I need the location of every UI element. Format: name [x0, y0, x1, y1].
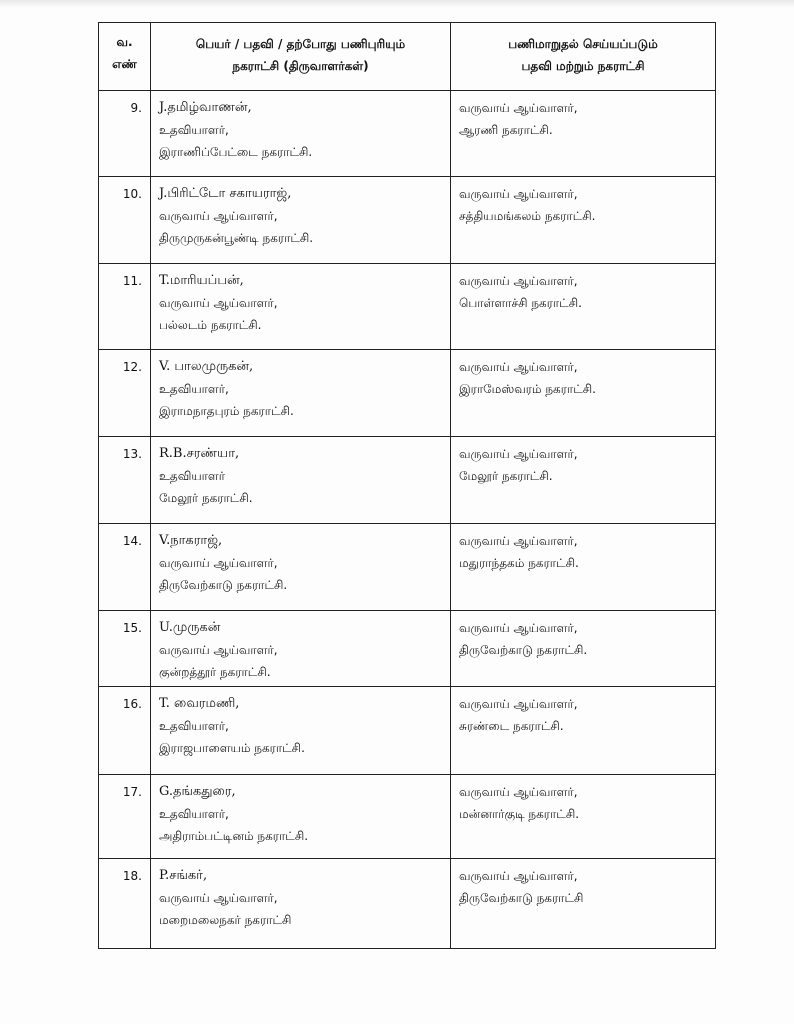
serial-number: 14.	[99, 524, 151, 611]
table-row	[99, 859, 716, 949]
employee-name: T.மாரியப்பன்,	[159, 273, 244, 288]
header-serial-line-1: வ.	[116, 35, 133, 49]
table-row	[99, 524, 716, 611]
transfer-details	[451, 437, 716, 524]
table-row	[99, 350, 716, 437]
current-designation: உதவியாளர்	[159, 469, 226, 483]
current-municipality: திருவேற்காடு நகராட்சி.	[159, 578, 288, 592]
transfer-details	[451, 775, 716, 859]
header-serial	[99, 23, 151, 91]
current-municipality: அதிராம்பட்டினம் நகராட்சி.	[159, 829, 309, 843]
employee-name: U.முருகன்	[159, 620, 221, 635]
table-row	[99, 264, 716, 350]
serial-number: 15.	[99, 611, 151, 687]
new-post: வருவாய் ஆய்வாளர்,	[459, 101, 578, 115]
current-municipality: மேலூர் நகராட்சி.	[159, 491, 253, 505]
transfer-details	[451, 687, 716, 775]
page-top-edge	[0, 0, 794, 8]
employee-name: V. பாலமுருகன்,	[159, 359, 254, 374]
transfer-details	[451, 264, 716, 350]
new-post: வருவாய் ஆய்வாளர்,	[459, 534, 578, 548]
new-post: வருவாய் ஆய்வாளர்,	[459, 621, 578, 635]
new-municipality: பொள்ளாச்சி நகராட்சி.	[459, 296, 582, 310]
current-details	[151, 437, 451, 524]
new-municipality: மன்னார்குடி நகராட்சி.	[459, 807, 580, 821]
employee-name: J.தமிழ்வாணன்,	[159, 100, 252, 115]
current-designation: உதவியாளர்,	[159, 382, 229, 396]
transfer-table	[98, 22, 716, 949]
new-post: வருவாய் ஆய்வாளர்,	[459, 360, 578, 374]
employee-name: J.பிரிட்டோ சகாயராஜ்,	[159, 186, 292, 201]
current-designation: வருவாய் ஆய்வாளர்,	[159, 556, 278, 570]
new-post: வருவாய் ஆய்வாளர்,	[459, 697, 578, 711]
current-designation: உதவியாளர்,	[159, 807, 229, 821]
header-transfer-line-2: பதவி மற்றும் நகராட்சி	[521, 59, 645, 73]
header-current	[151, 23, 451, 91]
current-details	[151, 177, 451, 264]
transfer-details	[451, 524, 716, 611]
header-serial-line-2: எண்	[112, 57, 137, 71]
new-post: வருவாய் ஆய்வாளர்,	[459, 785, 578, 799]
table-row	[99, 687, 716, 775]
new-post: வருவாய் ஆய்வாளர்,	[459, 187, 578, 201]
employee-name: R.B.சரண்யா,	[159, 446, 240, 461]
new-municipality: சத்தியமங்கலம் நகராட்சி.	[459, 209, 596, 223]
current-municipality: பல்லடம் நகராட்சி.	[159, 318, 262, 332]
table-row	[99, 611, 716, 687]
header-transfer	[451, 23, 716, 91]
new-post: வருவாய் ஆய்வாளர்,	[459, 869, 578, 883]
header-transfer-line-1: பணிமாறுதல் செய்யப்படும்	[508, 37, 658, 51]
serial-number: 16.	[99, 687, 151, 775]
new-municipality: சுரண்டை நகராட்சி.	[459, 719, 564, 733]
employee-name: P.சங்கர்,	[159, 868, 208, 883]
current-details	[151, 264, 451, 350]
serial-number: 12.	[99, 350, 151, 437]
current-designation: வருவாய் ஆய்வாளர்,	[159, 891, 278, 905]
current-designation: வருவாய் ஆய்வாளர்,	[159, 296, 278, 310]
current-municipality: திருமுருகன்பூண்டி நகராட்சி.	[159, 231, 314, 245]
current-municipality: குன்றத்தூர் நகராட்சி.	[159, 665, 271, 679]
current-designation: உதவியாளர்,	[159, 123, 229, 137]
new-municipality: இராமேஸ்வரம் நகராட்சி.	[459, 382, 596, 396]
transfer-details	[451, 611, 716, 687]
current-municipality: இராணிப்பேட்டை நகராட்சி.	[159, 145, 313, 159]
current-designation: வருவாய் ஆய்வாளர்,	[159, 643, 278, 657]
serial-number: 11.	[99, 264, 151, 350]
current-details	[151, 687, 451, 775]
table-row	[99, 775, 716, 859]
transfer-details	[451, 91, 716, 177]
table-header-row	[99, 23, 716, 91]
header-current-line-2: நகராட்சி (திருவாளர்கள்)	[232, 59, 369, 73]
new-municipality: மதுராந்தகம் நகராட்சி.	[459, 556, 579, 570]
current-details	[151, 611, 451, 687]
serial-number: 10.	[99, 177, 151, 264]
current-details	[151, 524, 451, 611]
serial-number: 9.	[99, 91, 151, 177]
new-municipality: திருவேற்காடு நகராட்சி.	[459, 643, 588, 657]
serial-number: 18.	[99, 859, 151, 949]
transfer-details	[451, 177, 716, 264]
current-designation: வருவாய் ஆய்வாளர்,	[159, 209, 278, 223]
header-current-line-1: பெயர் / பதவி / தற்போது பணிபுரியும்	[195, 37, 406, 51]
new-post: வருவாய் ஆய்வாளர்,	[459, 274, 578, 288]
table-row	[99, 437, 716, 524]
employee-name: V.நாகராஜ்,	[159, 533, 223, 548]
current-municipality: இராமநாதபுரம் நகராட்சி.	[159, 404, 294, 418]
serial-number: 17.	[99, 775, 151, 859]
current-details	[151, 859, 451, 949]
current-details	[151, 91, 451, 177]
employee-name: G.தங்கதுரை,	[159, 784, 236, 799]
new-municipality: மேலூர் நகராட்சி.	[459, 469, 553, 483]
new-municipality: ஆரணி நகராட்சி.	[459, 123, 553, 137]
new-municipality: திருவேற்காடு நகராட்சி	[459, 891, 584, 905]
transfer-details	[451, 350, 716, 437]
transfer-details	[451, 859, 716, 949]
serial-number: 13.	[99, 437, 151, 524]
current-municipality: இராஜபாளையம் நகராட்சி.	[159, 741, 305, 755]
table-row	[99, 177, 716, 264]
current-details	[151, 775, 451, 859]
employee-name: T. வைரமணி,	[159, 696, 240, 711]
current-municipality: மறைமலைநகர் நகராட்சி	[159, 913, 292, 927]
table-row	[99, 91, 716, 177]
current-details	[151, 350, 451, 437]
new-post: வருவாய் ஆய்வாளர்,	[459, 447, 578, 461]
current-designation: உதவியாளர்,	[159, 719, 229, 733]
